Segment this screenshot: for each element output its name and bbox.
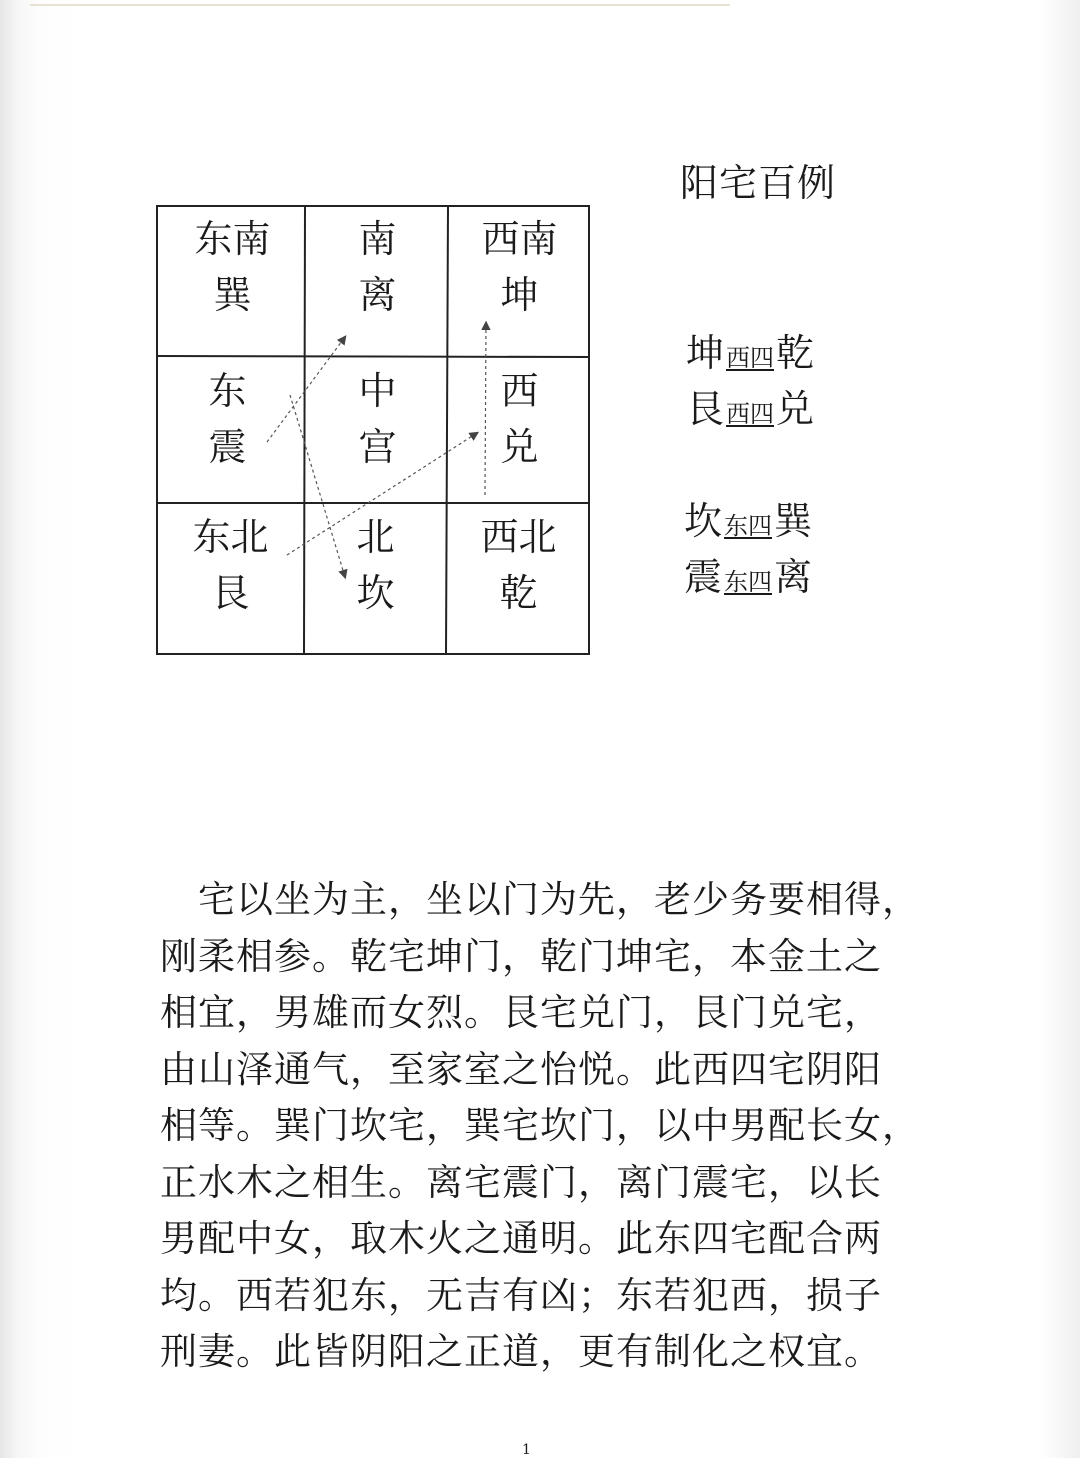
pair-group-label: 东四 — [724, 512, 773, 540]
cell-center — [305, 359, 450, 509]
cell-direction: 西 — [500, 369, 539, 413]
paragraph-line: 男配中女，取木火之通明。此东四宅配合两 — [160, 1217, 882, 1260]
cell-direction: 北 — [356, 515, 395, 559]
cell-trigram: 宫 — [358, 425, 397, 469]
cell-direction: 南 — [358, 217, 397, 261]
cell-trigram: 艮 — [211, 571, 250, 615]
scan-edge-line — [30, 4, 730, 6]
pair-right: 巽 — [774, 499, 813, 543]
pair-left: 艮 — [686, 387, 725, 431]
cell-west — [447, 359, 592, 509]
paragraph-line: 宅以坐为主，坐以门为先，老少务要相得， — [160, 878, 920, 921]
cell-trigram: 离 — [358, 273, 397, 317]
pair-east-four-2 — [684, 546, 812, 601]
pair-right: 乾 — [776, 331, 815, 375]
cell-direction: 中 — [358, 369, 397, 413]
cell-direction: 西北 — [480, 515, 557, 559]
cell-south — [305, 207, 450, 357]
paragraph-line: 均。西若犯东，无吉有凶；东若犯西，损子 — [160, 1273, 882, 1317]
cell-southwest — [447, 207, 592, 357]
paragraph-line: 相宜，男雄而女烈。艮宅兑门，艮门兑宅， — [160, 991, 882, 1034]
pair-right: 兑 — [776, 387, 815, 431]
cell-direction: 西南 — [481, 217, 558, 261]
pair-group-label: 西四 — [726, 400, 775, 428]
cell-southeast — [160, 207, 305, 357]
cell-trigram: 坤 — [500, 273, 539, 317]
cell-trigram: 坎 — [356, 571, 395, 615]
pair-west-four-1 — [686, 322, 814, 377]
cell-trigram: 乾 — [499, 571, 538, 615]
pair-west-four-2 — [686, 378, 814, 433]
body-paragraph — [160, 872, 920, 1381]
cell-northeast — [158, 505, 303, 655]
cell-northwest — [446, 505, 591, 655]
nine-palace-grid — [155, 205, 591, 657]
cell-east — [155, 359, 300, 509]
pair-left: 震 — [684, 555, 723, 599]
paragraph-line: 由山泽通气，至家室之怡悦。此西四宅阴阳 — [160, 1047, 882, 1091]
cell-north — [303, 505, 448, 655]
pair-left: 坎 — [684, 499, 723, 543]
page-number: 1 — [522, 1442, 531, 1458]
cell-direction: 东 — [208, 369, 247, 413]
cell-trigram: 巽 — [213, 273, 252, 317]
cell-direction: 东南 — [194, 217, 271, 261]
pair-group-label: 东四 — [724, 568, 773, 596]
pair-group-label: 西四 — [726, 344, 775, 372]
paragraph-line: 刑妻。此皆阴阳之正道，更有制化之权宜。 — [160, 1330, 882, 1373]
cell-trigram: 兑 — [500, 425, 539, 469]
paragraph-line: 刚柔相参。乾宅坤门，乾门坤宅，本金土之 — [160, 934, 882, 978]
paragraph-line: 正水木之相生。离宅震门，离门震宅，以长 — [160, 1160, 882, 1204]
cell-trigram: 震 — [208, 425, 247, 469]
pair-left: 坤 — [686, 331, 725, 375]
pair-right: 离 — [774, 555, 813, 599]
paragraph-line: 相等。巽门坎宅，巽宅坎门，以中男配长女， — [160, 1104, 920, 1147]
pair-east-four-1 — [684, 490, 812, 545]
page-title: 阳宅百例 — [680, 161, 837, 205]
cell-direction: 东北 — [192, 515, 269, 559]
